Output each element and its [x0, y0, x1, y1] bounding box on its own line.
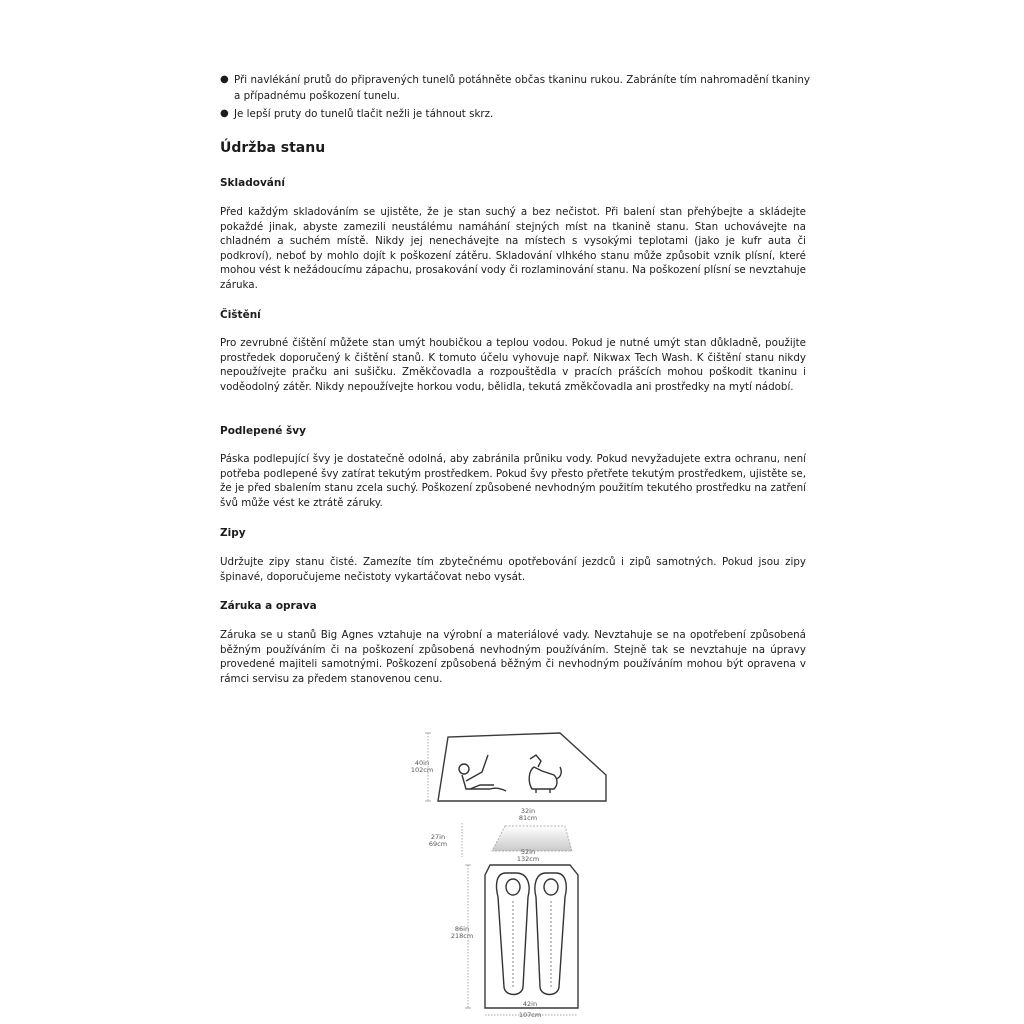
subheading-warranty: Záruka a oprava [220, 600, 317, 612]
paragraph-cleaning: Pro zevrubné čištění můžete stan umýt houbičkou a teplou vodou. Pokud je nutné umýt stan důkladně, použijte prostředek doporučený k čištění stanů. K tomuto účelu vyhovuje např. Nikwax Tech Wash. K čištění stanu nikdy nepoužívejte pračku ani sušičku. Změkčovadla a rozpouštědla v pracích prášcích mohou poškodit tkaninu i voděodolný zátěr. Nikdy nepoužívejte horkou vodu, bělidla, tekutá změkčovadla ani prostředky na mytí nádobí. [220, 337, 806, 393]
bullet-text: Při navlékání prutů do připravených tunelů potáhněte občas tkaninu rukou. Zabráníte tím nahromadění tkaniny a případnému poškození tunelu. [234, 74, 810, 102]
side-height-cm: 102cm [410, 766, 434, 774]
head-width-cm: 81cm [518, 814, 538, 822]
tent-diagram [410, 725, 620, 1020]
side-height-in: 40in [414, 759, 430, 767]
bullet-item [220, 106, 810, 122]
foot-width-cm: 107cm [518, 1011, 542, 1019]
tent-side-view [411, 733, 606, 801]
bullet-text: Je lepší pruty do tunelů tlačit nežli je táhnout skrz. [234, 108, 494, 120]
mid-width-in: 52in [520, 848, 536, 856]
length-cm: 218cm [450, 932, 474, 940]
bullet-dot-icon: ● [220, 108, 229, 119]
paragraph-warranty: Záruka se u stanů Big Agnes vztahuje na výrobní a materiálové vady. Nevztahuje se na opotřebení způsobená běžným používáním či na poškození způsobená nevhodným používáním. Stejně tak se nevztahuje na úpravy provedené majiteli samotnými. Poškození způsobená běžným či nevhodným používáním mohou být opravena v rámci servisu za předem stanovenou cenu. [220, 629, 806, 685]
bullet-item [220, 72, 810, 104]
vestibule-depth-in: 27in [430, 833, 446, 841]
head-width-in: 32in [520, 807, 536, 815]
tent-floor-plan [451, 865, 578, 1019]
foot-width-in: 42in [522, 1000, 538, 1008]
paragraph-zippers: Udržujte zipy stanu čisté. Zamezíte tím zbytečnému opotřebování jezdců i zipů samotných. Pokud jsou zipy špinavé, doporučujeme nečistoty vykartáčovat nebo vysát. [220, 556, 806, 583]
bullet-dot-icon: ● [220, 74, 229, 85]
subheading-storage: Skladování [220, 177, 285, 189]
subheading-zippers: Zipy [220, 527, 246, 539]
vestibule-depth-cm: 69cm [428, 840, 448, 848]
subheading-cleaning: Čištění [220, 309, 261, 321]
mid-width-cm: 132cm [516, 855, 540, 863]
paragraph-seams: Páska podlepující švy je dostatečně odolná, aby zabránila průniku vody. Pokud nevyžadujete extra ochranu, není potřeba podlepené švy zatírat tekutým prostředkem. Pokud švy přesto přetřete tekutým prostředkem, ujistěte se, že je před sbalením stanu zcela suchý. Poškození způsobené nevhodným použitím tekutého prostředku na zatření švů může vést ke ztrátě záruky. [220, 453, 806, 509]
bullet-list [220, 72, 810, 123]
section-title: Údržba stanu [220, 140, 326, 156]
paragraph-storage: Před každým skladováním se ujistěte, že je stan suchý a bez nečistot. Při balení stan přehýbejte a skládejte pokaždé jinak, abyste zamezili neustálému namáhání stejných míst na tkanině stanu. Stan uchovávejte na chladném a suchém místě. Nikdy jej nenechávejte na místech s vysokými teplotami (jako je kufr auta či podkroví), neboť by mohlo dojít k poškození zátěru. Skladování vlhkého stanu může způsobit vznik plísní, které mohou vést k nežádoucímu zápachu, prosakování vody či rozlaminování stanu. Na poškození plísní se nevztahuje záruka. [220, 206, 806, 291]
length-in: 86in [454, 925, 470, 933]
tent-vestibule [429, 823, 572, 857]
subheading-seams: Podlepené švy [220, 425, 306, 437]
